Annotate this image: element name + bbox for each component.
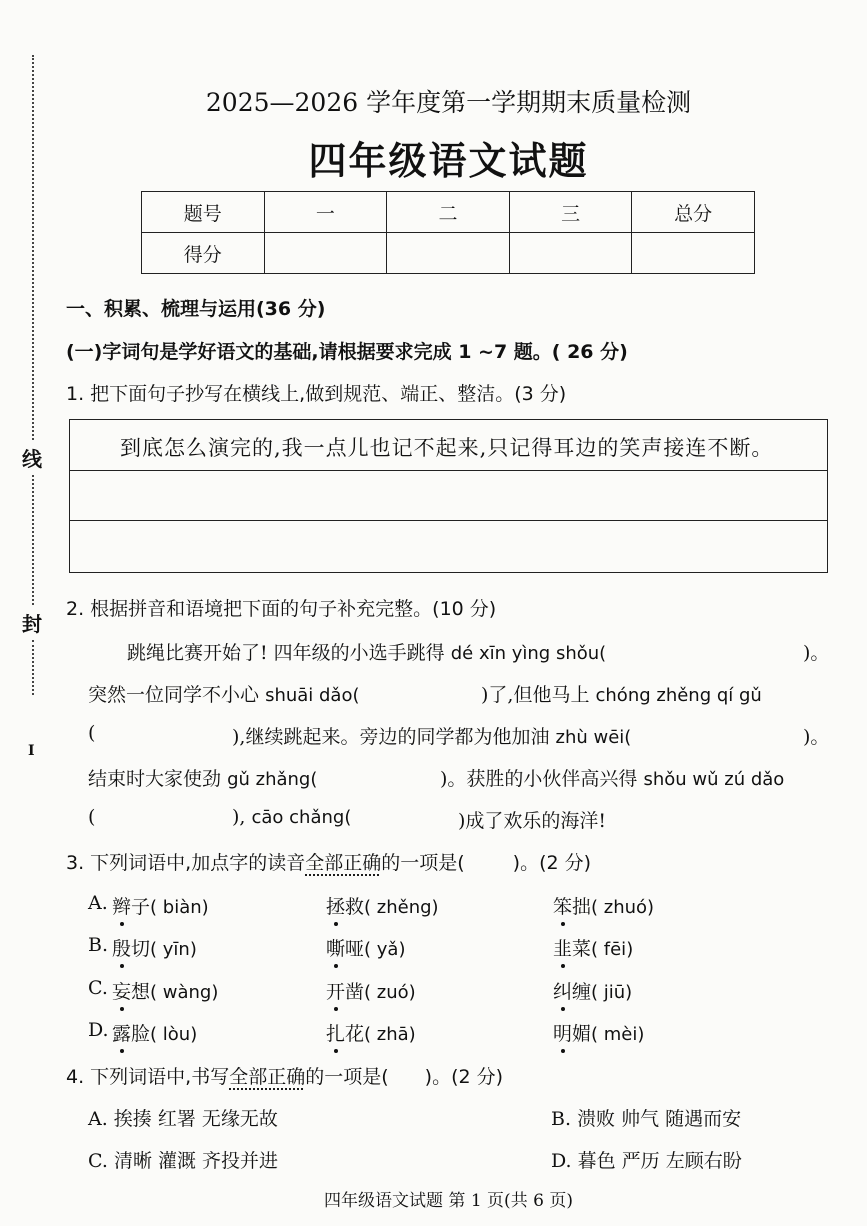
pinyin: ( yīn) [150, 939, 197, 960]
q2-line-1-end: )。 [803, 642, 830, 664]
word-char: 想 [131, 981, 151, 1003]
q1-stem: 1. 把下面句子抄写在横线上,做到规范、端正、整洁。(3 分) [66, 383, 567, 405]
q3-word [553, 977, 632, 1004]
score-input-cell[interactable] [509, 233, 632, 274]
dotted-char: 扎 [326, 1019, 345, 1046]
q2-text: 突然一位同学不小心 [88, 684, 260, 706]
pinyin: ( fēi) [591, 939, 634, 960]
pinyin-prompt: shuāi dǎo( [265, 685, 360, 706]
q3-option-d[interactable] [88, 1019, 109, 1041]
side-char-seal: 封 [22, 612, 42, 636]
q4-option-c[interactable]: C. 清晰 灌溉 齐投并进 [88, 1150, 279, 1172]
q2-line-5-end: )成了欢乐的海洋! [458, 810, 607, 832]
score-input-cell[interactable] [632, 233, 755, 274]
dotted-char: 嘶 [326, 934, 345, 961]
option-letter: B. [88, 934, 109, 956]
score-input-cell[interactable] [264, 233, 387, 274]
pinyin-prompt: shǒu wǔ zú dǎo [643, 769, 785, 790]
score-table-score-row [142, 233, 755, 274]
section-heading: 一、积累、梳理与运用(36 分) [66, 298, 326, 320]
dotted-line-mid [32, 475, 34, 605]
pinyin: ( biàn) [150, 897, 209, 918]
q2-text: ),继续跳起来。旁边的同学都为他加油 [232, 726, 550, 748]
q2-text: )。获胜的小伙伴高兴得 [440, 768, 638, 790]
q2-line-5 [232, 806, 351, 828]
pinyin-prompt: cāo chǎng( [251, 807, 352, 828]
score-table-header-row [142, 192, 755, 233]
q3-option-a[interactable] [88, 892, 108, 914]
q3-word [553, 892, 654, 919]
q3-option-c[interactable] [88, 977, 108, 999]
q3-option-b[interactable] [88, 934, 108, 956]
dotted-char: 韭 [553, 934, 572, 961]
q2-line-2-b [481, 680, 762, 707]
pinyin-prompt: chóng zhěng qí gǔ [595, 685, 762, 706]
option-letter: D. [88, 1019, 109, 1041]
word-char: 子 [131, 896, 151, 918]
q2-text: )了,但他马上 [481, 684, 590, 706]
pinyin: ( wàng) [150, 982, 219, 1003]
dotted-char: 辫 [112, 892, 131, 919]
q3-word [326, 1019, 416, 1046]
q2-stem: 2. 根据拼音和语境把下面的句子补充完整。(10 分) [66, 598, 497, 620]
q3-stem-text: 的一项是( [381, 852, 465, 874]
word-char: 花 [345, 1023, 365, 1045]
q4-stem-text: 4. 下列词语中,书写 [66, 1066, 230, 1088]
score-cell: 总分 [632, 192, 755, 233]
pinyin: ( mèi) [591, 1024, 645, 1045]
dotted-char: 纠 [553, 977, 572, 1004]
q4-stem-emph: 全部正确 [229, 1066, 306, 1088]
q2-line-3-end: )。 [803, 726, 830, 748]
q4-stem [66, 1062, 503, 1089]
option-letter: A. [88, 892, 108, 914]
q4-option-d[interactable]: D. 暮色 严历 左顾右盼 [551, 1150, 742, 1172]
pinyin-prompt: gǔ zhǎng( [227, 769, 318, 790]
pinyin: ( zhěng) [364, 897, 439, 918]
pinyin: ( jiū) [591, 982, 633, 1003]
word-char: 救 [345, 896, 365, 918]
pinyin: ( zhuó) [591, 897, 655, 918]
q2-text: 跳绳比赛开始了! 四年级的小选手跳得 [127, 642, 445, 664]
score-cell: 一 [264, 192, 387, 233]
pinyin: ( zuó) [364, 982, 416, 1003]
dotted-char: 明 [553, 1019, 572, 1046]
word-char: 缠 [572, 981, 592, 1003]
q3-word [553, 1019, 644, 1046]
dotted-char: 开 [326, 977, 345, 1004]
side-mark: I [28, 743, 35, 759]
dotted-char: 露 [112, 1019, 131, 1046]
q3-word [112, 1019, 197, 1046]
binding-margin [22, 55, 42, 1205]
q4-option-b[interactable]: B. 溃败 帅气 随遇而安 [551, 1108, 742, 1130]
side-char-line: 线 [22, 447, 42, 471]
copy-row-blank-1[interactable] [70, 470, 827, 521]
copy-writing-box [69, 419, 828, 573]
word-char: 脸 [131, 1023, 151, 1045]
copy-sentence: 到底怎么演完的,我一点儿也记不起来,只记得耳边的笑声接连不断。 [120, 436, 774, 460]
q3-word [326, 934, 405, 961]
q3-word [326, 977, 416, 1004]
dotted-char: 拯 [326, 892, 345, 919]
q3-word [326, 892, 439, 919]
q3-stem-text: 3. 下列词语中,加点字的读音 [66, 852, 306, 874]
q2-line-1 [127, 638, 606, 665]
q3-word [553, 934, 633, 961]
word-char: 哑 [345, 938, 365, 960]
q4-option-a[interactable]: A. 挨揍 红署 无缘无故 [88, 1108, 278, 1130]
word-char: 媚 [572, 1023, 592, 1045]
q2-line-5-open: ( [88, 806, 96, 828]
dotted-char: 殷 [112, 934, 131, 961]
score-cell: 二 [387, 192, 510, 233]
pinyin-prompt: zhù wēi( [555, 727, 632, 748]
pinyin: ( yǎ) [364, 939, 406, 960]
q2-line-2 [88, 680, 360, 707]
subsection-heading: (一)字词句是学好语文的基础,请根据要求完成 1 ~7 题。( 26 分) [66, 341, 628, 363]
exam-title: 四年级语文试题 [308, 138, 589, 183]
copy-row-blank-2[interactable] [70, 521, 827, 571]
q4-stem-text: 的一项是( [305, 1066, 389, 1088]
q3-stem-emph: 全部正确 [305, 852, 382, 874]
page-footer: 四年级语文试题 第 1 页(共 6 页) [324, 1191, 573, 1211]
dotted-char: 妄 [112, 977, 131, 1004]
q3-stem-text: )。(2 分) [512, 852, 592, 874]
q2-text: ), [232, 806, 246, 828]
q2-line-4 [88, 764, 317, 791]
dotted-line-low [32, 640, 34, 695]
exam-term-title: 2025—2026 学年度第一学期期末质量检测 [205, 88, 692, 117]
q3-stem [66, 848, 591, 875]
q4-stem-text: )。(2 分) [424, 1066, 504, 1088]
q3-word [112, 977, 218, 1004]
q2-line-3 [232, 722, 631, 749]
word-char: 菜 [572, 938, 592, 960]
word-char: 切 [131, 938, 151, 960]
score-cell: 得分 [142, 233, 265, 274]
score-table [141, 191, 755, 274]
option-letter: C. [88, 977, 108, 999]
q3-word [112, 892, 209, 919]
pinyin: ( lòu) [150, 1024, 198, 1045]
word-char: 拙 [572, 896, 592, 918]
score-input-cell[interactable] [387, 233, 510, 274]
q2-text: 结束时大家使劲 [88, 768, 222, 790]
q2-line-3-open: ( [88, 722, 96, 744]
score-cell: 题号 [142, 192, 265, 233]
q2-line-4-b [440, 764, 784, 791]
q3-word [112, 934, 197, 961]
pinyin-prompt: dé xīn yìng shǒu( [450, 643, 607, 664]
pinyin: ( zhā) [364, 1024, 416, 1045]
copy-row-source [70, 420, 827, 471]
score-cell: 三 [509, 192, 632, 233]
dotted-char: 笨 [553, 892, 572, 919]
word-char: 凿 [345, 981, 365, 1003]
